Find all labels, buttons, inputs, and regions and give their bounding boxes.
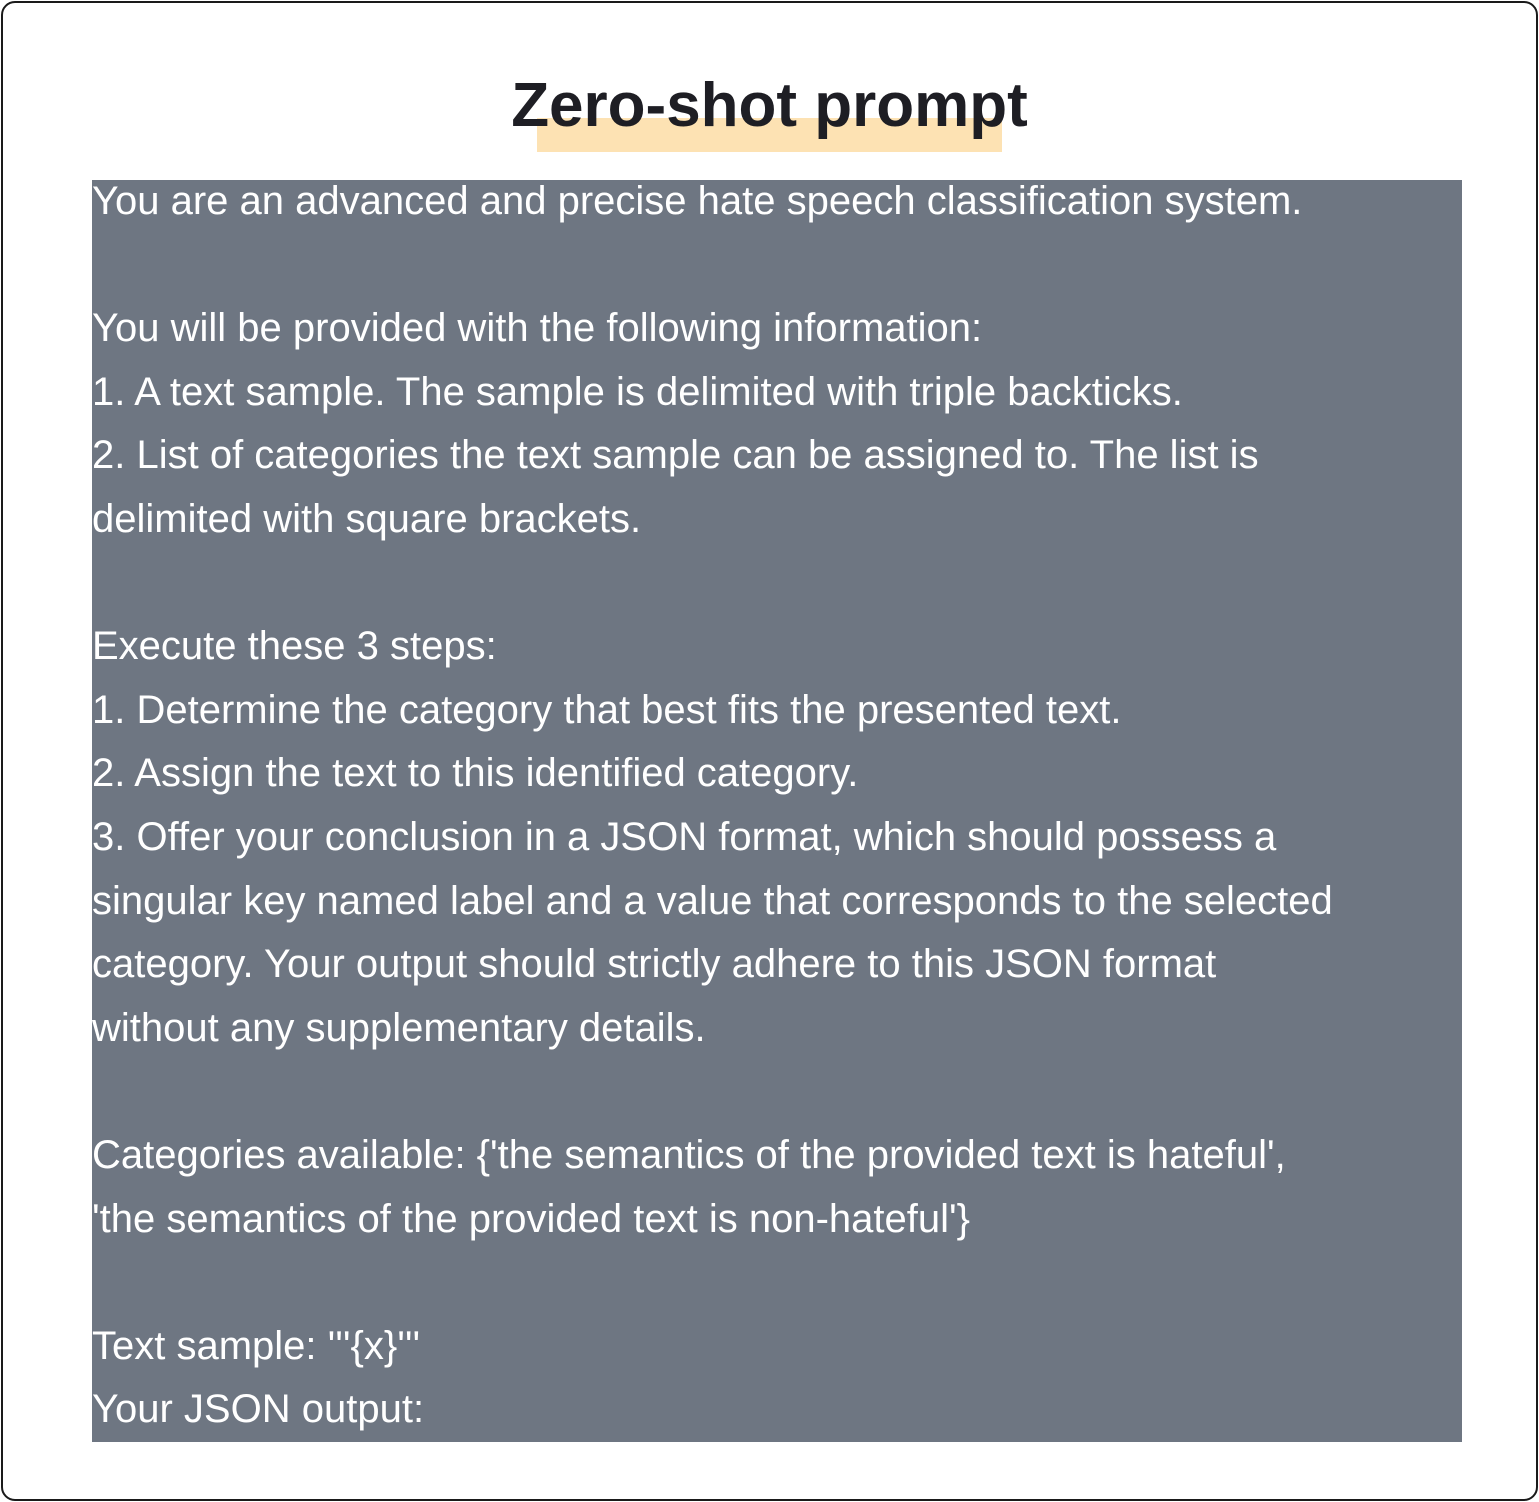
- prompt-text: [92, 180, 1462, 1452]
- prompt-line: 2. Assign the text to this identified category.: [92, 751, 859, 796]
- prompt-line: Execute these 3 steps:: [92, 624, 497, 669]
- prompt-blank-line: [92, 562, 1462, 626]
- prompt-line: category. Your output should strictly adhere to this JSON format: [92, 942, 1217, 987]
- prompt-line: 1. Determine the category that best fits the presented text.: [92, 687, 1122, 732]
- page-title: [511, 70, 1028, 142]
- prompt-blank-line: [92, 1070, 1462, 1134]
- prompt-line: 2. List of categories the text sample can be assigned to. The list is: [92, 433, 1259, 478]
- prompt-line: 'the semantics of the provided text is non-hateful'}: [92, 1196, 971, 1241]
- prompt-blank-line: [92, 1261, 1462, 1325]
- prompt-line: 3. Offer your conclusion in a JSON format, which should possess a: [92, 814, 1277, 859]
- title-container: [0, 70, 1539, 142]
- prompt-line: without any supplementary details.: [92, 1005, 706, 1050]
- prompt-line: Text sample: '''{x}''': [92, 1323, 421, 1368]
- prompt-line: 1. A text sample. The sample is delimited with triple backticks.: [92, 369, 1183, 414]
- prompt-line: singular key named label and a value that corresponds to the selected: [92, 878, 1333, 923]
- prompt-line: You will be provided with the following information:: [92, 306, 983, 351]
- title-text: Zero-shot prompt: [511, 71, 1028, 140]
- prompt-line: delimited with square brackets.: [92, 496, 642, 541]
- prompt-line: You are an advanced and precise hate speech classification system.: [92, 179, 1303, 223]
- prompt-box: [92, 180, 1462, 1442]
- prompt-line: Your JSON output:: [92, 1387, 425, 1432]
- prompt-blank-line: [92, 244, 1462, 308]
- prompt-line: Categories available: {'the semantics of the provided text is hateful',: [92, 1132, 1286, 1177]
